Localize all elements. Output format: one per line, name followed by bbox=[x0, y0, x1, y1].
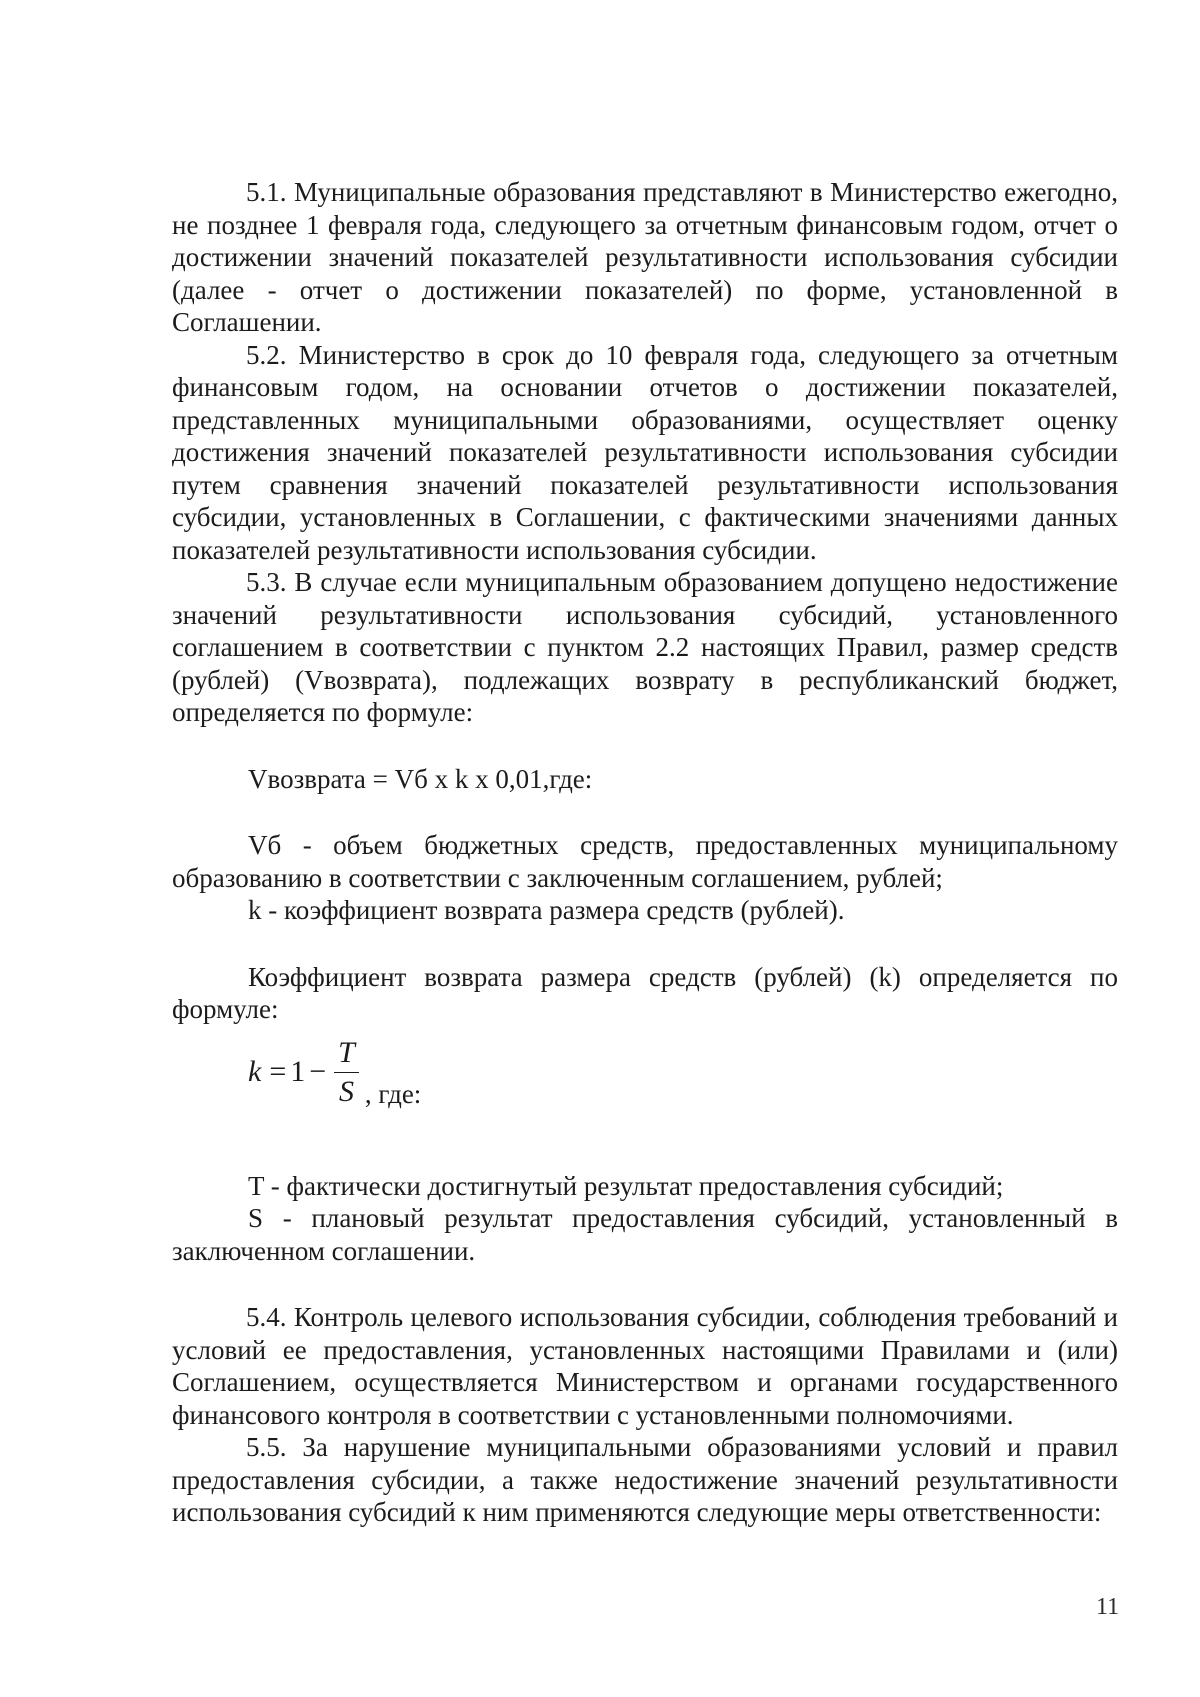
definition-k: k - коэффициент возврата размера средств (рублей). bbox=[248, 895, 845, 925]
fraction-denominator: S bbox=[339, 1074, 355, 1108]
definition-vb: Vб - объем бюджетных средств, предоставленных муниципальному образованию в соответствии с заключенным соглашением, рублей; bbox=[172, 830, 1118, 893]
k-formula-intro: Коэффициент возврата размера средств (рублей) (k) определяется по формуле: bbox=[172, 961, 1118, 1024]
paragraph-5-2: 5.2. Министерство в срок до 10 февраля года, следующего за отчетным финансовым годом, на основании отчетов о достижении показателей, представленных муниципальными образованиями, осуществляет оценку достижения значений показателей результативности использования субсидии путем сравнения значений показателей результативности использования субсидии, установленных в Соглашении, с фактическими значениями данных показателей результативности использования субсидии. bbox=[172, 339, 1118, 565]
formula-k bbox=[172, 1036, 1118, 1146]
formula-minus: − bbox=[309, 1054, 327, 1088]
formula-k-symbol: k bbox=[248, 1054, 262, 1088]
formula-suffix: , где: bbox=[364, 1079, 422, 1109]
fraction-numerator: T bbox=[334, 1036, 359, 1073]
paragraph-5-4: 5.4. Контроль целевого использования субсидии, соблюдения требований и условий ее предоставления, установленных настоящими Правилами и (или) Соглашением, осуществляется Министерством и органами государственного финансового контроля в соответствии с установленными полномочиями. bbox=[172, 1302, 1118, 1430]
paragraph-5-3: 5.3. В случае если муниципальным образованием допущено недостижение значений результативности использования субсидий, установленного соглашением в соответствии с пунктом 2.2 настоящих Правил, размер средств (рублей) (Vвозврата), подлежащих возврату в республиканский бюджет, определяется по формуле: bbox=[172, 567, 1118, 727]
formula-equals: = bbox=[269, 1054, 287, 1088]
paragraph-5-5: 5.5. За нарушение муниципальными образованиями условий и правил предоставления субсидии, а также недостижение значений результативности использования субсидий к ним применяются следующие меры ответственности: bbox=[172, 1432, 1118, 1527]
paragraph-5-1: 5.1. Муниципальные образования представляют в Министерство ежегодно, не позднее 1 февраля года, следующего за отчетным финансовым годом, отчет о достижении значений показателей результативности использования субсидии (далее - отчет о достижении показателей) по форме, установленной в Соглашении. bbox=[172, 177, 1118, 337]
document-body bbox=[172, 176, 1118, 1529]
definition-t: T - фактически достигнутый результат предоставления субсидий; bbox=[248, 1170, 1004, 1201]
formula-fraction bbox=[334, 1036, 359, 1109]
definition-s: S - плановый результат предоставления субсидий, установленный в заключенном соглашении. bbox=[172, 1203, 1118, 1266]
page-number: 11 bbox=[1096, 1594, 1120, 1620]
formula-return-amount: Vвозврата = Vб x k x 0,01,где: bbox=[248, 763, 593, 794]
formula-one: 1 bbox=[290, 1054, 306, 1088]
